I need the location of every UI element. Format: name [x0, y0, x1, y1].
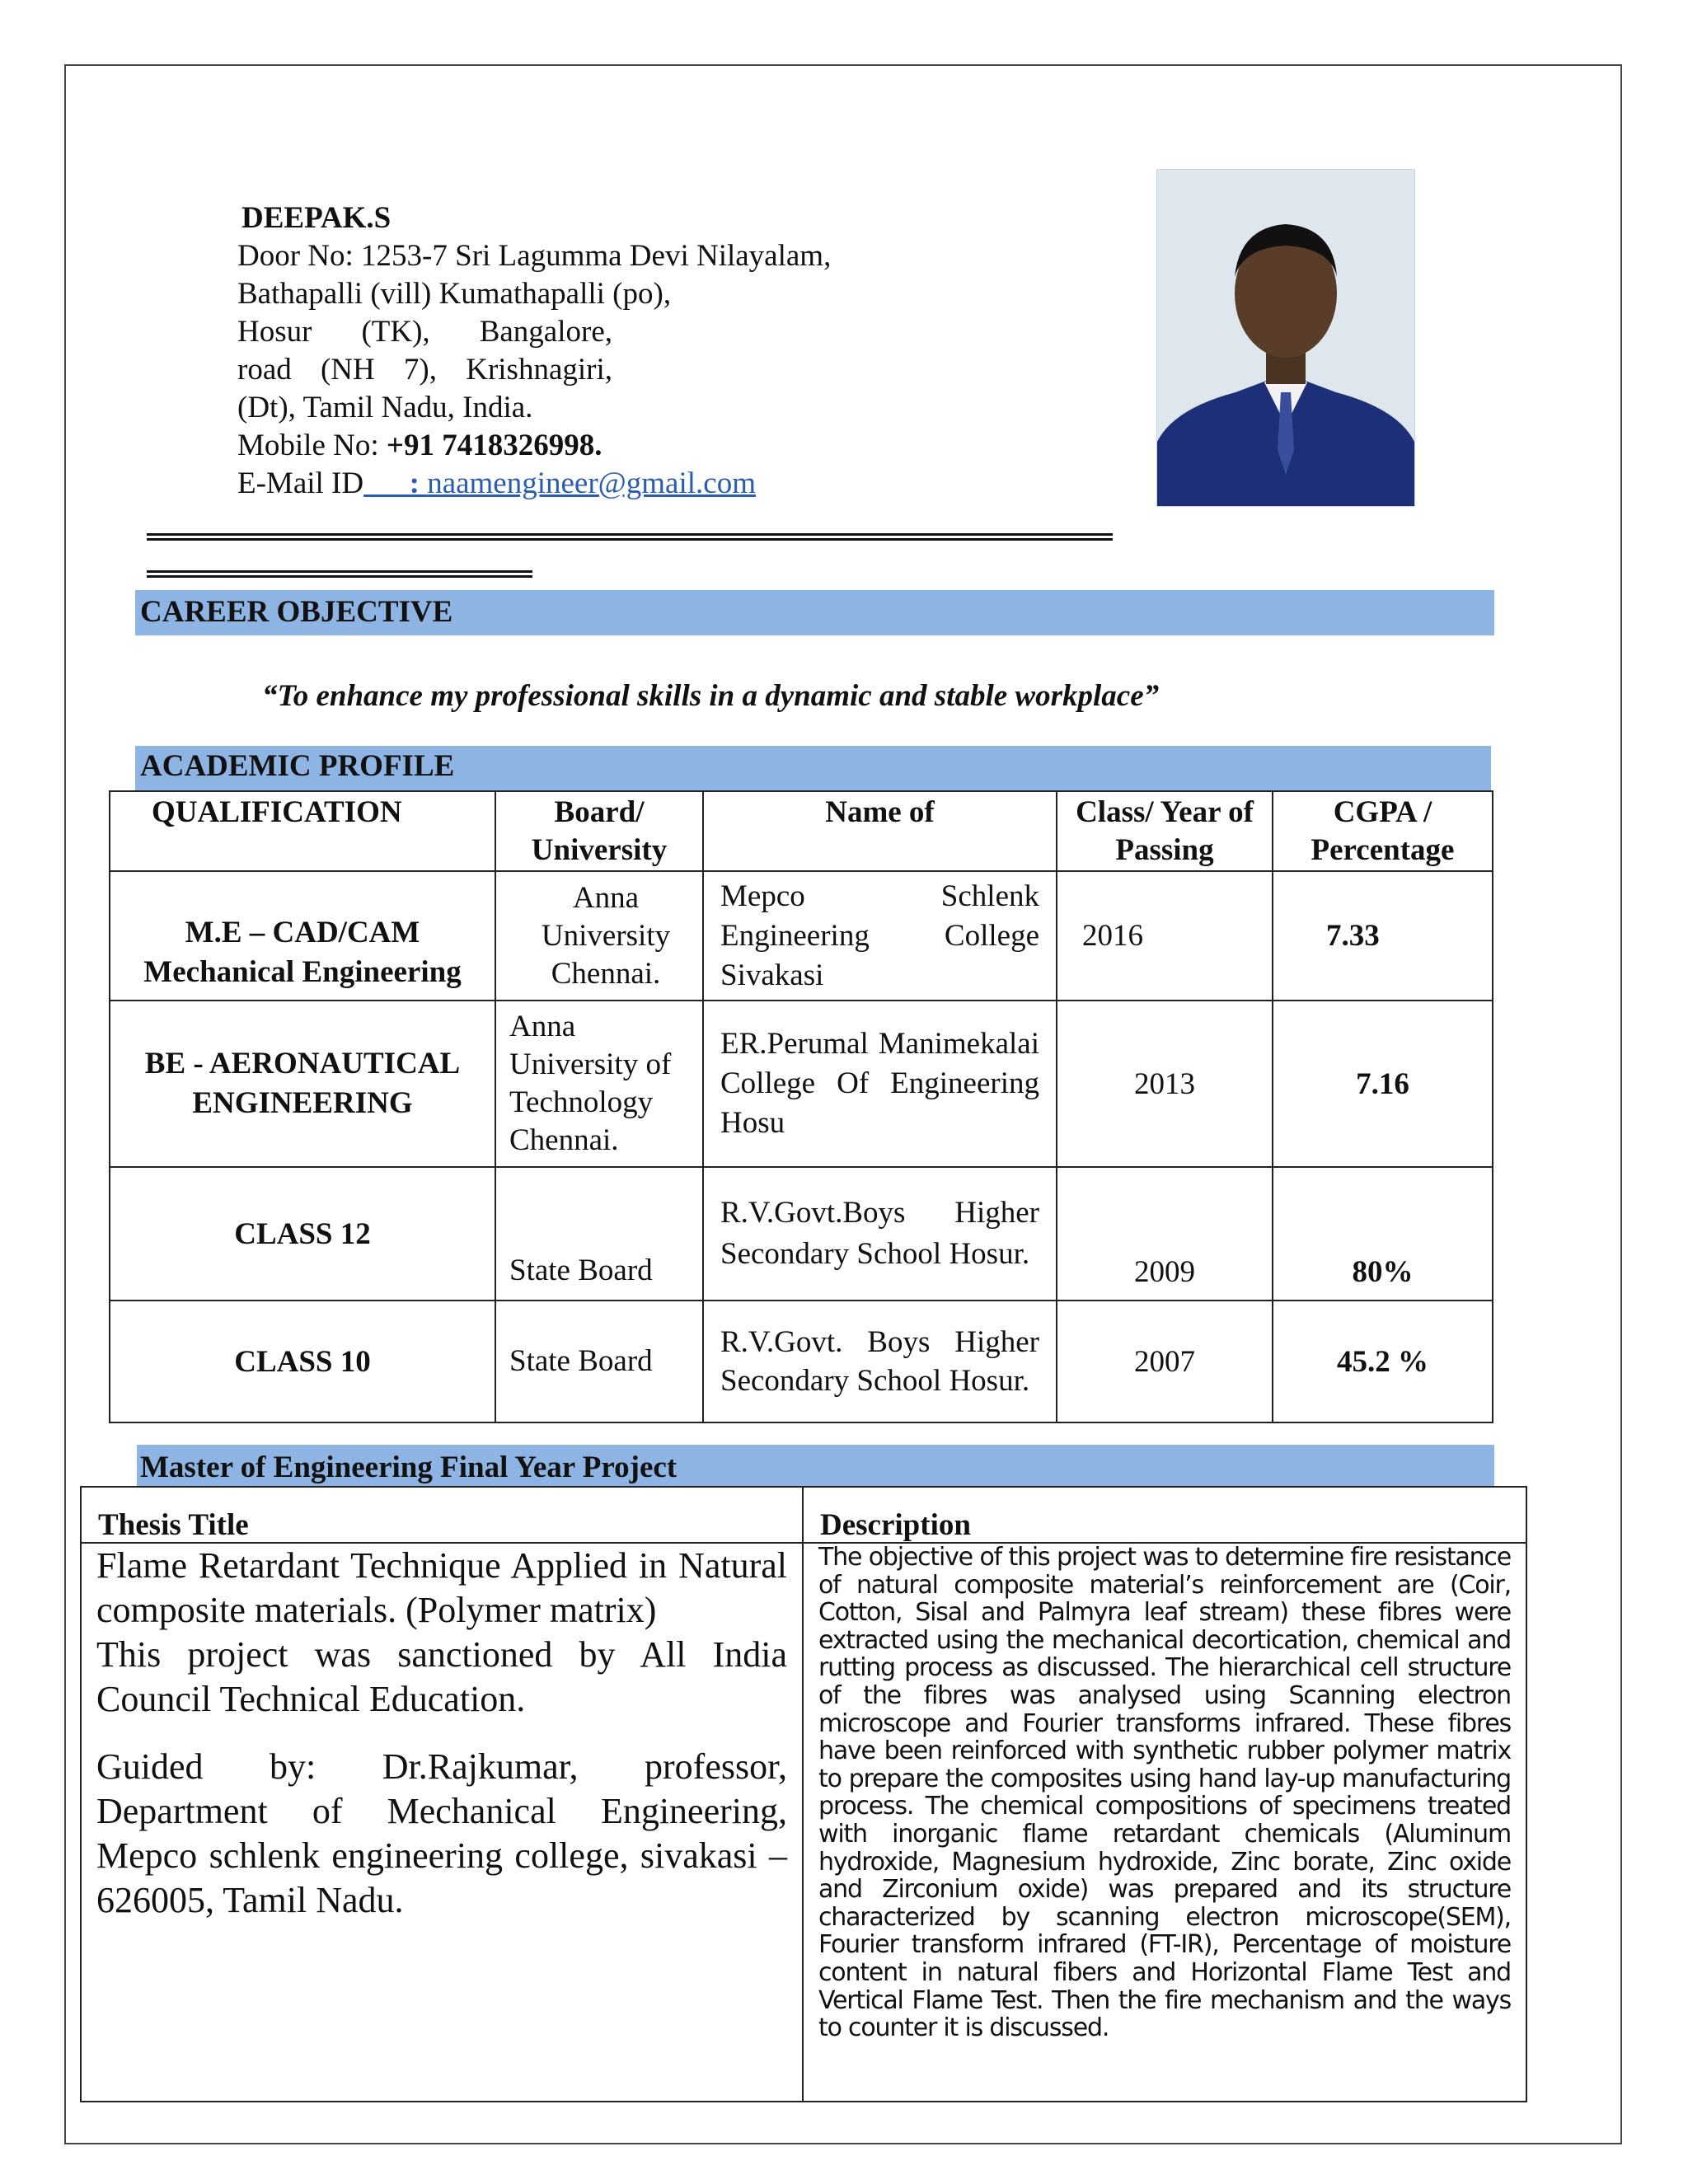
header-divider-short [147, 570, 532, 578]
qualification-cell: BE - AERONAUTICAL ENGINEERING [110, 1001, 495, 1167]
column-header: QUALIFICATION [110, 791, 495, 871]
institution-cell: R.V.Govt. Boys Higher Secondary School Hosur. [703, 1301, 1057, 1422]
year-cell: 2016 [1057, 871, 1273, 1001]
address-line: Door No: 1253-7 Sri Lagumma Devi Nilayalam, [237, 239, 832, 273]
contact-block [237, 237, 897, 503]
institution-cell: ER.Perumal Manimekalai College Of Engineering Hosu [703, 1001, 1057, 1167]
table-row [81, 1543, 1526, 2102]
qualification-cell: M.E – CAD/CAM Mechanical Engineering [110, 871, 495, 1001]
mobile-line [237, 427, 897, 465]
column-header-description: Description [803, 1487, 1526, 1543]
column-header: Class/ Year of Passing [1057, 791, 1273, 871]
address-line: Bathapalli (vill) Kumathapalli (po), [237, 277, 672, 311]
table-row [110, 1301, 1493, 1422]
header-divider [147, 533, 1113, 541]
score-cell: 45.2 % [1273, 1301, 1493, 1422]
score-cell: 7.33 [1273, 871, 1493, 1001]
address-line: (Dt), Tamil Nadu, India. [237, 391, 533, 424]
qualification-cell: CLASS 12 [110, 1167, 495, 1301]
section-heading-project: Master of Engineering Final Year Project [137, 1445, 1494, 1486]
mobile-number: +91 7418326998. [386, 429, 603, 462]
year-cell: 2009 [1057, 1167, 1273, 1301]
table-row [110, 871, 1493, 1001]
board-cell: State Board [495, 1301, 703, 1422]
column-header: Name of [703, 791, 1057, 871]
institution-cell: R.V.Govt.Boys Higher Secondary School Hosur. [703, 1167, 1057, 1301]
thesis-cell [81, 1543, 803, 2102]
thesis-guide-text: Guided by: Dr.Rajkumar, professor, Department of Mechanical Engineering, Mepco schlenk engineering college, sivakasi – 626005, Tamil Nadu. [96, 1746, 787, 1920]
institution-cell: Mepco Schlenk Engineering College Sivakasi [703, 871, 1057, 1001]
career-objective-text: “To enhance my professional skills in a dynamic and stable workplace” [262, 679, 1160, 713]
academic-table [109, 790, 1493, 1423]
description-cell: The objective of this project was to determine fire resistance of natural composite material’s reinforcement are (Coir, Cotton, Sisal and Palmyra leaf stream) these fibres were extracted using the mechanical decortication, chemical and rutting process as discussed. The hierarchical cell structure of the fibres was analysed using Scanning electron microscope and Fourier transforms infrared. These fibres have been reinforced with synthetic rubber polymer matrix to prepare the composites using hand lay-up manufacturing process. The chemical compositions of specimens treated with inorganic flame retardant chemicals (Aluminum hydroxide, Magnesium hydroxide, Zinc borate, Zinc oxide and Zirconium oxide) was prepared and its structure characterized by scanning electron microscope(SEM), Fourier transform infrared (FT-IR), Percentage of moisture content in natural fibers and Horizontal Flame Test and Vertical Flame Test. Then the fire mechanism and the ways to counter it is discussed. [803, 1543, 1526, 2102]
column-header-thesis-title: Thesis Title [81, 1487, 803, 1543]
board-cell: Anna University of Technology Chennai. [495, 1001, 703, 1167]
column-header: CGPA / Percentage [1273, 791, 1493, 871]
project-table [80, 1486, 1527, 2102]
section-heading-academic-profile: ACADEMIC PROFILE [135, 746, 1491, 791]
year-cell: 2013 [1057, 1001, 1273, 1167]
score-cell: 7.16 [1273, 1001, 1493, 1167]
mobile-label: Mobile No: [237, 429, 387, 462]
thesis-title-text: Flame Retardant Technique Applied in Natural composite materials. (Polymer matrix) [96, 1545, 787, 1630]
email-link[interactable]: naamengineer@gmail.com [427, 466, 756, 500]
table-row [110, 1167, 1493, 1301]
table-row [110, 1001, 1493, 1167]
year-cell: 2007 [1057, 1301, 1273, 1422]
thesis-sanction-text: This project was sanctioned by All India Council Technical Education. [96, 1634, 787, 1719]
email-label: E-Mail ID [237, 466, 364, 500]
email-separator: : [363, 466, 428, 500]
score-cell: 80% [1273, 1167, 1493, 1301]
table-header-row [110, 791, 1493, 871]
qualification-cell: CLASS 10 [110, 1301, 495, 1422]
profile-photo [1156, 169, 1415, 507]
table-header-row [81, 1487, 1526, 1543]
address-line: Hosur (TK), Bangalore, [237, 315, 612, 349]
candidate-name: DEEPAK.S [241, 201, 392, 235]
section-heading-career-objective: CAREER OBJECTIVE [135, 590, 1494, 635]
column-header: Board/ University [495, 791, 703, 871]
board-cell: Anna University Chennai. [495, 871, 703, 1001]
email-line [237, 465, 897, 503]
address-line: road (NH 7), Krishnagiri, [237, 353, 612, 387]
board-cell: State Board [495, 1167, 703, 1301]
